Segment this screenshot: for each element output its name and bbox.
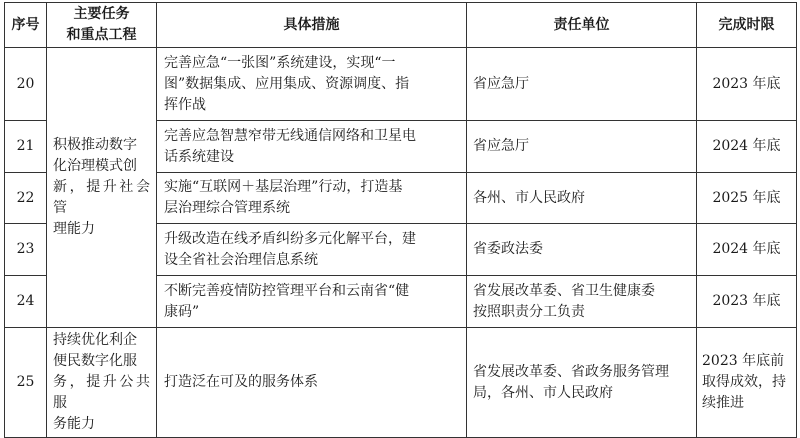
measure-line: 康码” bbox=[164, 303, 200, 320]
time-cell bbox=[697, 276, 797, 328]
policy-table-container bbox=[4, 2, 796, 438]
time-cell bbox=[697, 121, 797, 173]
measure-cell bbox=[157, 173, 467, 224]
measure-line: 图”数据集成、应用集成、资源调度、指 bbox=[164, 75, 410, 92]
task-cell bbox=[47, 328, 157, 438]
unit-line: 省发展改革委、省政务服务管理 bbox=[473, 363, 669, 380]
header-measure: 具体措施 bbox=[157, 3, 467, 48]
time-line: 续推进 bbox=[702, 395, 744, 411]
table-row bbox=[5, 328, 797, 438]
unit-line: 省应急厅 bbox=[473, 75, 529, 92]
time-cell bbox=[697, 173, 797, 224]
header-unit: 责任单位 bbox=[467, 3, 697, 48]
row-num: 22 bbox=[5, 173, 47, 224]
task-line: 持续优化利企 bbox=[53, 332, 137, 348]
measure-line: 话系统建设 bbox=[164, 148, 234, 165]
time-line: 2024 年底 bbox=[712, 241, 781, 257]
time-cell bbox=[697, 224, 797, 276]
time-line: 2024 年底 bbox=[712, 138, 781, 154]
time-line: 2023 年底前 bbox=[702, 353, 785, 369]
measure-cell bbox=[157, 121, 467, 173]
unit-cell bbox=[467, 173, 697, 224]
time-cell bbox=[697, 328, 797, 438]
header-task-line: 和重点工程 bbox=[66, 27, 137, 43]
measure-line: 实施“互联网＋基层治理”行动，打造基 bbox=[164, 179, 403, 195]
row-num: 24 bbox=[5, 276, 47, 328]
task-line: 务，提升公共服 bbox=[53, 374, 150, 411]
measure-line: 打造泛在可及的服务体系 bbox=[164, 374, 318, 390]
table-header-row bbox=[5, 3, 797, 48]
row-num: 21 bbox=[5, 121, 47, 173]
task-line: 理能力 bbox=[53, 221, 95, 237]
header-num: 序号 bbox=[5, 3, 47, 48]
measure-line: 升级改造在线矛盾纠纷多元化解平台，建 bbox=[164, 230, 416, 247]
header-task bbox=[47, 3, 157, 48]
time-line: 取得成效，持 bbox=[702, 374, 786, 390]
task-line: 积极推动数字 bbox=[53, 137, 137, 153]
unit-line: 局，各州、市人民政府 bbox=[473, 384, 613, 401]
measure-line: 完善应急“一张图”系统建设，实现“一 bbox=[164, 54, 396, 71]
unit-cell bbox=[467, 276, 697, 328]
unit-cell bbox=[467, 328, 697, 438]
table-row bbox=[5, 48, 797, 121]
measure-cell bbox=[157, 328, 467, 438]
unit-line: 各州、市人民政府 bbox=[473, 189, 585, 206]
unit-cell bbox=[467, 48, 697, 121]
time-line: 2023 年底 bbox=[712, 75, 781, 92]
time-cell bbox=[697, 48, 797, 121]
measure-line: 完善应急智慧窄带无线通信网络和卫星电 bbox=[164, 127, 416, 144]
measure-line: 层治理综合管理系统 bbox=[164, 200, 290, 216]
task-line: 务能力 bbox=[53, 416, 95, 432]
unit-cell bbox=[467, 224, 697, 276]
header-task-line: 主要任务 bbox=[73, 6, 130, 22]
task-line: 新，提升社会管 bbox=[53, 179, 150, 216]
row-num: 20 bbox=[5, 48, 47, 121]
measure-line: 不断完善疫情防控管理平台和云南省“健 bbox=[164, 282, 410, 299]
task-line: 便民数字化服 bbox=[53, 353, 137, 369]
task-cell bbox=[47, 48, 157, 328]
measure-line: 挥作战 bbox=[164, 96, 206, 113]
unit-line: 省委政法委 bbox=[473, 241, 543, 257]
time-line: 2025 年底 bbox=[712, 189, 781, 206]
unit-line: 省应急厅 bbox=[473, 138, 529, 154]
header-time: 完成时限 bbox=[697, 3, 797, 48]
row-num: 23 bbox=[5, 224, 47, 276]
time-line: 2023 年底 bbox=[712, 293, 781, 309]
measure-cell bbox=[157, 224, 467, 276]
unit-line: 按照职责分工负责 bbox=[473, 303, 585, 320]
unit-cell bbox=[467, 121, 697, 173]
unit-line: 省发展改革委、省卫生健康委 bbox=[473, 282, 655, 299]
row-num: 25 bbox=[5, 328, 47, 438]
measure-cell bbox=[157, 276, 467, 328]
measure-cell bbox=[157, 48, 467, 121]
task-line: 化治理模式创 bbox=[53, 158, 137, 174]
policy-table bbox=[4, 2, 797, 438]
measure-line: 设全省社会治理信息系统 bbox=[164, 251, 318, 268]
